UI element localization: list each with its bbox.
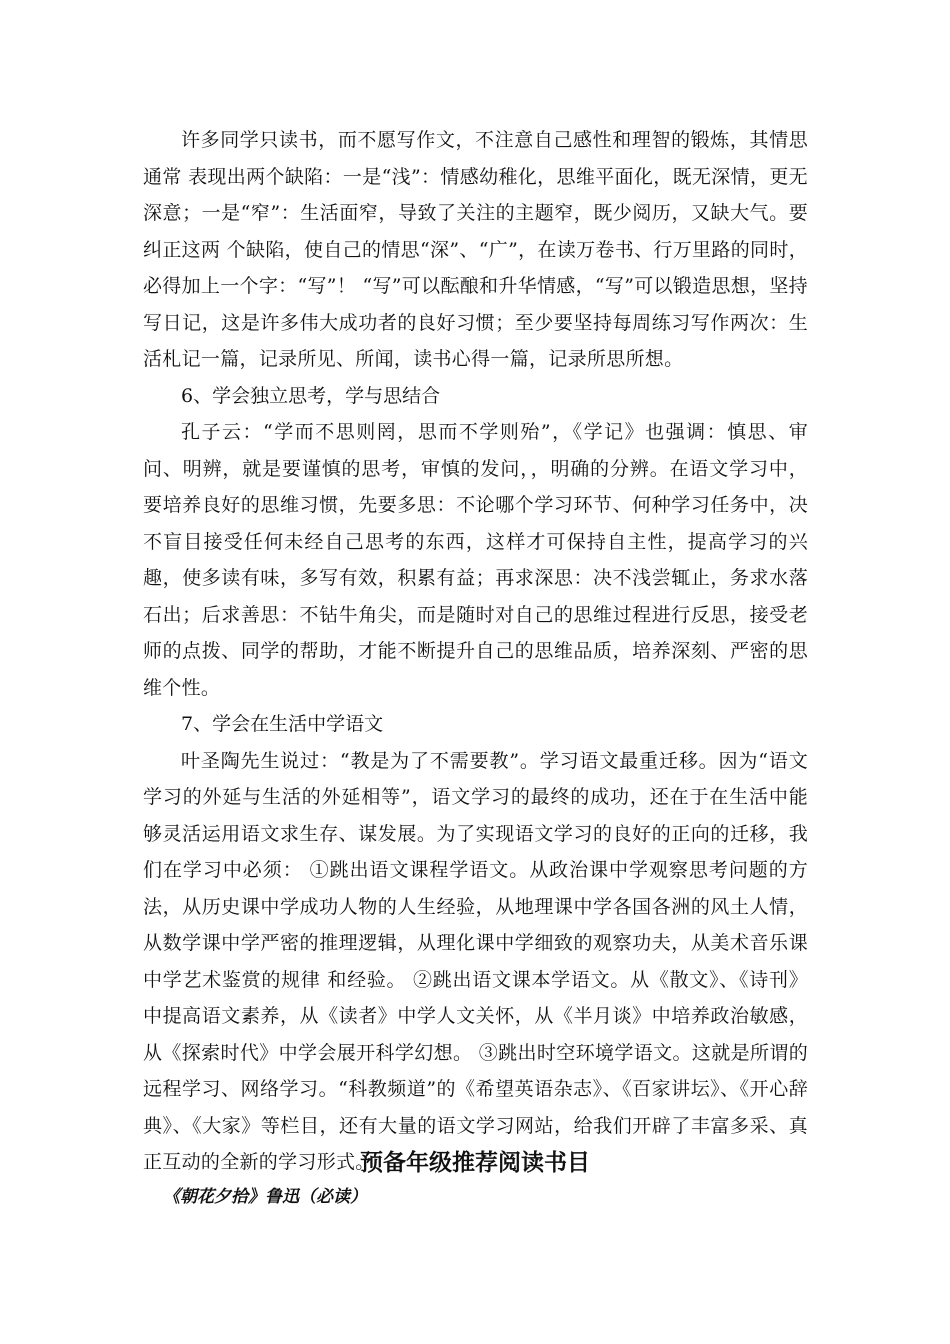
paragraph-learn-in-life: 叶圣陶先生说过：“教是为了不需要教”。学习语文最重迁移。因为“语文学习的外延与生活的外延相等”，语文学习的最终的成功，还在于在生活中能够灵活运用语文求生存、谋发展。为了实现语文学习的良好的正向的迁移，我们在学习中必须： ①跳出语文课程学语文。从政治课中学观察思考问题的方法，从历史课中学成功人物的人生经验，从地理课中学各国各洲的风土人情，从数学课中学严密的推理逻辑，从理化课中学细致的观察功夫，从美术音乐课中学艺术鉴赏的规律 和经验。 ②跳出语文课本学语文。从《散文》、《诗刊》中提高语文素养，从《读者》中学人文关怀，从《半月谈》中培养政治敏感，从《探索时代》中学会展开科学幻想。 ③跳出时空环境学语文。这就是所谓的远程学习、网络学习。“科教频道”的《希望英语杂志》、《百家讲坛》、《开心辞典》、《大家》等栏目，还有大量的语文学习网站，给我们开辟了丰富多采、真正互动的全新的学习形式。	[143, 749, 808, 1173]
document-body	[143, 122, 808, 1181]
paragraph-writing-practice: 许多同学只读书，而不愿写作文，不注意自己感性和理智的锻炼，其情思通常 表现出两个缺陷：一是“浅”：情感幼稚化，思维平面化，既无深情，更无深意；一是“窄”：生活面窄，导致了关注的主题窄，既少阅历，又缺大气。要纠正这两 个缺陷，使自己的情思“深”、“广”，在读万卷书、行万里路的同时，必得加上一个字：“写”！ “写”可以酝酿和升华情感，“写”可以锻造思想，坚持写日记，这是许多伟大成功者的良好习惯；至少要坚持每周练习写作两次：生活札记一篇，记录所见、所闻，读书心得一篇，记录所思所想。	[143, 129, 808, 370]
section-heading-independent-thinking: 6、学会独立思考，学与思结合	[181, 384, 441, 407]
paragraph-independent-thinking: 孔子云：“学而不思则罔，思而不学则殆”，《学记》也强调：慎思、审问、明辨，就是要谨慎的思考，审慎的发问，，明确的分辨。在语文学习中，要培养良好的思维习惯，先要多思：不论哪个学习环节、何种学习任务中，决不盲目接受任何未经自己思考的东西，这样才可保持自主性，提高学习的兴趣，使多读有味，多写有效，积累有益；再求深思：决不浅尝辄止，务求水落石出；后求善思：不钻牛角尖，而是随时对自己的思维过程进行反思，接受老师的点拨、同学的帮助，才能不断提升自己的思维品质，培养深刻、严密的思维个性。	[143, 421, 808, 699]
reading-list-title: 预备年级推荐阅读书目	[360, 1150, 590, 1176]
reading-list-item: 《朝花夕拾》鲁迅（必读）	[163, 1187, 367, 1207]
section-heading-learn-in-life: 7、学会在生活中学语文	[181, 713, 384, 735]
